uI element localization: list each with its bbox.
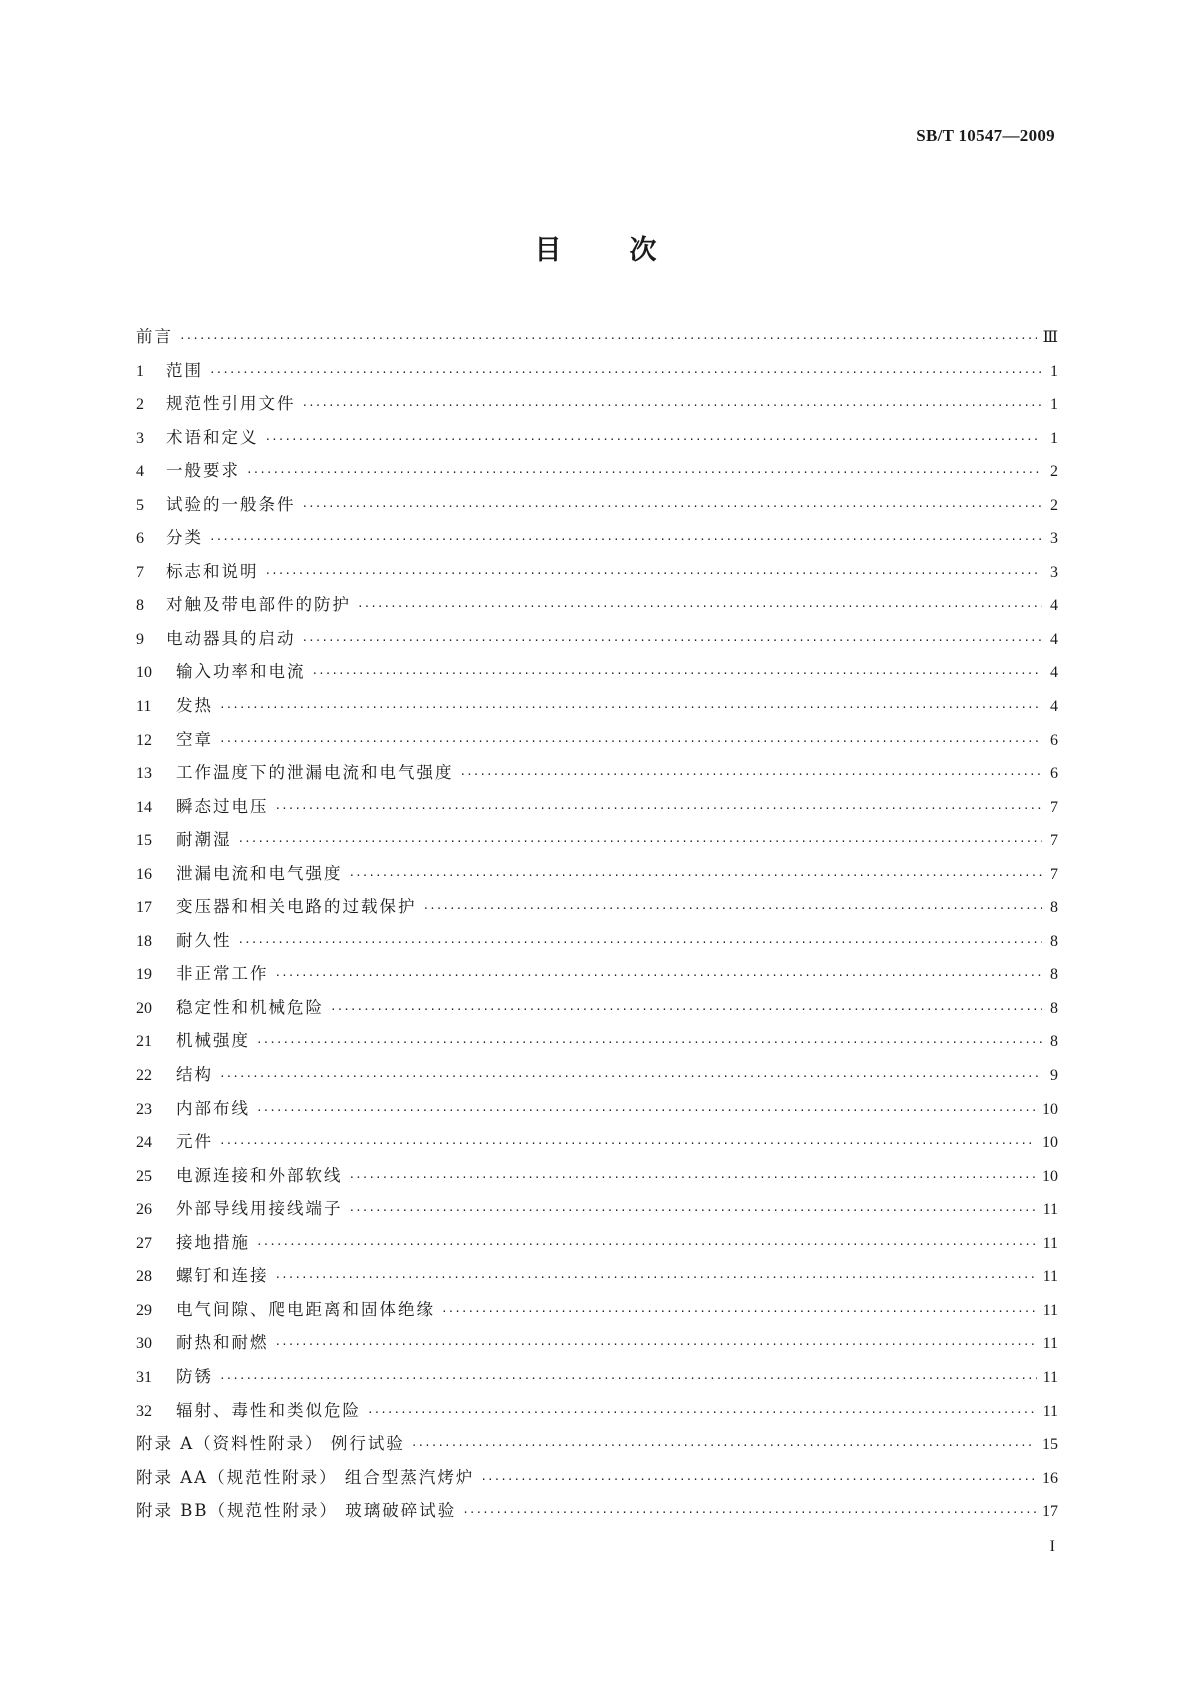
toc-entry[interactable] — [136, 964, 1058, 998]
toc-entry-number: 4 — [136, 463, 144, 481]
toc-entry[interactable] — [136, 394, 1058, 428]
toc-entry-title: 规范性引用文件 — [166, 394, 296, 414]
toc-entry[interactable] — [136, 495, 1058, 529]
toc-entry-number: 16 — [136, 865, 152, 883]
page-title: 目次 — [534, 235, 725, 266]
toc-entry[interactable] — [136, 1166, 1058, 1200]
toc-entry-page: 1 — [1050, 396, 1058, 414]
toc-entry-page: 1 — [1050, 429, 1058, 447]
toc-entry[interactable] — [136, 595, 1058, 629]
toc-entry-number: 8 — [136, 597, 144, 615]
toc-entry-title: 范围 — [166, 360, 203, 380]
toc-entry[interactable] — [136, 1233, 1058, 1267]
toc-entry-number: 9 — [136, 630, 144, 648]
toc-entry-title: 术语和定义 — [166, 427, 259, 447]
toc-entry[interactable] — [136, 1099, 1058, 1133]
toc-entry-title: 空章 — [176, 729, 213, 749]
toc-entry-title: 对触及带电部件的防护 — [166, 595, 351, 615]
toc-entry-title: 附录 BB（规范性附录） 玻璃破碎试验 — [136, 1501, 457, 1521]
toc-entry-page: Ⅲ — [1042, 329, 1058, 346]
toc-entry-title: 稳定性和机械危险 — [176, 997, 324, 1017]
toc-entry[interactable] — [136, 662, 1058, 696]
toc-entry-page: 11 — [1042, 1402, 1058, 1420]
toc-entry-title: 耐潮湿 — [176, 830, 232, 850]
toc-entry-page: 8 — [1050, 899, 1058, 917]
toc-entry[interactable] — [136, 461, 1058, 495]
toc-entry-title: 电动器具的启动 — [166, 628, 296, 648]
toc-dot-leader — [246, 463, 1042, 483]
toc-entry-page: 2 — [1050, 463, 1058, 481]
toc-entry-number: 19 — [136, 966, 152, 984]
toc-entry[interactable] — [136, 1434, 1058, 1468]
toc-dot-leader — [367, 1403, 1037, 1423]
toc-entry-page: 7 — [1050, 865, 1058, 883]
toc-entry-page: 10 — [1042, 1134, 1058, 1152]
toc-entry-page: 3 — [1050, 530, 1058, 548]
toc-dot-leader — [219, 1369, 1037, 1389]
toc-entry[interactable] — [136, 1199, 1058, 1233]
toc-entry-number: 20 — [136, 999, 152, 1017]
toc-entry-title: 输入功率和电流 — [176, 662, 306, 682]
toc-dot-leader — [480, 1470, 1036, 1490]
toc-dot-leader — [219, 1067, 1042, 1087]
page-number: I — [1049, 1538, 1055, 1555]
toc-dot-leader — [275, 1268, 1037, 1288]
toc-dot-leader — [330, 1000, 1042, 1020]
toc-entry-page: 4 — [1050, 597, 1058, 615]
toc-entry[interactable] — [136, 629, 1058, 663]
toc-dot-leader — [357, 597, 1042, 617]
toc-entry-page: 6 — [1050, 731, 1058, 749]
toc-dot-leader — [423, 899, 1043, 919]
toc-entry-page: 9 — [1050, 1067, 1058, 1085]
toc-dot-leader — [219, 1134, 1036, 1154]
toc-entry-number: 30 — [136, 1335, 152, 1353]
toc-entry-page: 2 — [1050, 496, 1058, 514]
toc-entry[interactable] — [136, 1300, 1058, 1334]
toc-dot-leader — [460, 765, 1043, 785]
toc-entry[interactable] — [136, 562, 1058, 596]
toc-entry-page: 3 — [1050, 563, 1058, 581]
toc-entry-number: 29 — [136, 1301, 152, 1319]
toc-entry[interactable] — [136, 1468, 1058, 1502]
toc-entry-title: 附录 A（资料性附录） 例行试验 — [136, 1434, 405, 1454]
toc-entry-number: 13 — [136, 765, 152, 783]
toc-entry-page: 7 — [1050, 798, 1058, 816]
toc-dot-leader — [275, 799, 1043, 819]
toc-entry-page: 11 — [1042, 1368, 1058, 1386]
toc-dot-leader — [209, 530, 1042, 550]
toc-entry[interactable] — [136, 428, 1058, 462]
toc-entry-page: 4 — [1050, 664, 1058, 682]
toc-entry-page: 8 — [1050, 932, 1058, 950]
toc-entry-page: 11 — [1042, 1301, 1058, 1319]
toc-dot-leader — [238, 832, 1043, 852]
toc-dot-leader — [302, 497, 1043, 517]
table-of-contents — [136, 327, 1058, 1535]
toc-entry[interactable] — [136, 830, 1058, 864]
toc-dot-leader — [349, 866, 1043, 886]
toc-dot-leader — [349, 1201, 1037, 1221]
toc-entry-number: 28 — [136, 1268, 152, 1286]
toc-entry[interactable] — [136, 864, 1058, 898]
toc-entry-title: 非正常工作 — [176, 964, 269, 984]
toc-entry-number: 11 — [136, 698, 152, 716]
toc-dot-leader — [441, 1302, 1037, 1322]
toc-entry-number: 32 — [136, 1402, 152, 1420]
toc-entry-title: 分类 — [166, 528, 203, 548]
toc-entry-page: 4 — [1050, 698, 1058, 716]
toc-dot-leader — [312, 664, 1043, 684]
toc-entry-number: 5 — [136, 496, 144, 514]
toc-entry-page: 10 — [1042, 1100, 1058, 1118]
toc-entry[interactable] — [136, 1333, 1058, 1367]
toc-entry-title: 标志和说明 — [166, 561, 259, 581]
toc-entry-number: 15 — [136, 832, 152, 850]
toc-dot-leader — [256, 1101, 1036, 1121]
toc-dot-leader — [275, 966, 1043, 986]
toc-entry-number: 7 — [136, 563, 144, 581]
toc-dot-leader — [302, 631, 1043, 651]
toc-entry[interactable] — [136, 696, 1058, 730]
toc-entry-title: 螺钉和连接 — [176, 1266, 269, 1286]
toc-entry[interactable] — [136, 327, 1058, 361]
toc-entry-page: 17 — [1042, 1503, 1058, 1521]
toc-entry-title: 瞬态过电压 — [176, 796, 269, 816]
toc-entry[interactable] — [136, 1132, 1058, 1166]
toc-entry-page: 8 — [1050, 999, 1058, 1017]
toc-dot-leader — [238, 933, 1043, 953]
toc-entry-number: 12 — [136, 731, 152, 749]
toc-entry-title: 结构 — [176, 1065, 213, 1085]
toc-entry-title: 外部导线用接线端子 — [176, 1199, 343, 1219]
toc-entry-page: 8 — [1050, 1033, 1058, 1051]
toc-entry-number: 18 — [136, 932, 152, 950]
toc-entry-number: 21 — [136, 1033, 152, 1051]
toc-entry[interactable] — [136, 528, 1058, 562]
toc-entry-number: 2 — [136, 396, 144, 414]
toc-entry-page: 11 — [1042, 1268, 1058, 1286]
toc-entry-title: 附录 AA（规范性附录） 组合型蒸汽烤炉 — [136, 1467, 475, 1487]
toc-entry-number: 26 — [136, 1201, 152, 1219]
toc-entry-number: 14 — [136, 798, 152, 816]
toc-entry-page: 16 — [1042, 1469, 1058, 1487]
toc-entry-page: 11 — [1042, 1201, 1058, 1219]
toc-entry-title: 机械强度 — [176, 1031, 250, 1051]
toc-entry-title: 元件 — [176, 1132, 213, 1152]
toc-entry-title: 电源连接和外部软线 — [176, 1165, 343, 1185]
toc-entry-number: 27 — [136, 1234, 152, 1252]
toc-entry-page: 7 — [1050, 832, 1058, 850]
toc-dot-leader — [462, 1503, 1036, 1523]
toc-entry-title: 耐热和耐燃 — [176, 1333, 269, 1353]
toc-dot-leader — [265, 564, 1043, 584]
toc-entry[interactable] — [136, 361, 1058, 395]
toc-entry-number: 24 — [136, 1134, 152, 1152]
toc-entry-title: 电气间隙、爬电距离和固体绝缘 — [176, 1299, 435, 1319]
toc-entry[interactable] — [136, 1367, 1058, 1401]
toc-entry-number: 3 — [136, 429, 144, 447]
toc-dot-leader — [256, 1033, 1042, 1053]
toc-entry-title: 一般要求 — [166, 461, 240, 481]
toc-entry[interactable] — [136, 763, 1058, 797]
toc-entry-title: 耐久性 — [176, 930, 232, 950]
toc-entry-title: 试验的一般条件 — [166, 494, 296, 514]
toc-dot-leader — [275, 1335, 1037, 1355]
toc-dot-leader — [349, 1168, 1037, 1188]
toc-entry[interactable] — [136, 1065, 1058, 1099]
toc-entry-title: 辐射、毒性和类似危险 — [176, 1400, 361, 1420]
toc-entry-title: 发热 — [176, 696, 213, 716]
toc-entry-title: 前言 — [136, 327, 173, 346]
toc-dot-leader — [219, 732, 1042, 752]
toc-entry[interactable] — [136, 1401, 1058, 1435]
toc-entry-number: 1 — [136, 362, 144, 380]
toc-entry-title: 内部布线 — [176, 1098, 250, 1118]
toc-entry[interactable] — [136, 1266, 1058, 1300]
toc-entry-number: 6 — [136, 530, 144, 548]
toc-entry-page: 8 — [1050, 966, 1058, 984]
toc-dot-leader — [302, 396, 1043, 416]
toc-dot-leader — [219, 698, 1042, 718]
toc-entry[interactable] — [136, 730, 1058, 764]
toc-entry-title: 变压器和相关电路的过载保护 — [176, 897, 417, 917]
toc-entry[interactable] — [136, 1031, 1058, 1065]
toc-entry-number: 23 — [136, 1100, 152, 1118]
toc-dot-leader — [411, 1436, 1036, 1456]
toc-entry-page: 6 — [1050, 765, 1058, 783]
toc-entry-number: 17 — [136, 899, 152, 917]
toc-entry-number: 10 — [136, 664, 152, 682]
toc-entry-number: 25 — [136, 1167, 152, 1185]
toc-entry-title: 泄漏电流和电气强度 — [176, 863, 343, 883]
toc-entry-page: 1 — [1050, 362, 1058, 380]
toc-entry-page: 11 — [1042, 1335, 1058, 1353]
toc-dot-leader — [265, 430, 1043, 450]
toc-entry[interactable] — [136, 897, 1058, 931]
toc-entry-page: 11 — [1042, 1234, 1058, 1252]
toc-entry[interactable] — [136, 797, 1058, 831]
toc-entry[interactable] — [136, 998, 1058, 1032]
toc-entry-title: 防锈 — [176, 1366, 213, 1386]
toc-entry-number: 31 — [136, 1368, 152, 1386]
toc-entry-title: 工作温度下的泄漏电流和电气强度 — [176, 763, 454, 783]
toc-entry-title: 接地措施 — [176, 1232, 250, 1252]
toc-entry[interactable] — [136, 1501, 1058, 1535]
toc-entry-number: 22 — [136, 1067, 152, 1085]
toc-entry-page: 15 — [1042, 1436, 1058, 1454]
toc-dot-leader — [209, 363, 1042, 383]
toc-entry[interactable] — [136, 931, 1058, 965]
toc-entry-page: 10 — [1042, 1167, 1058, 1185]
toc-entry-page: 4 — [1050, 630, 1058, 648]
standard-code: SB/T 10547—2009 — [916, 126, 1055, 145]
toc-dot-leader — [256, 1235, 1037, 1255]
toc-dot-leader — [179, 329, 1037, 349]
